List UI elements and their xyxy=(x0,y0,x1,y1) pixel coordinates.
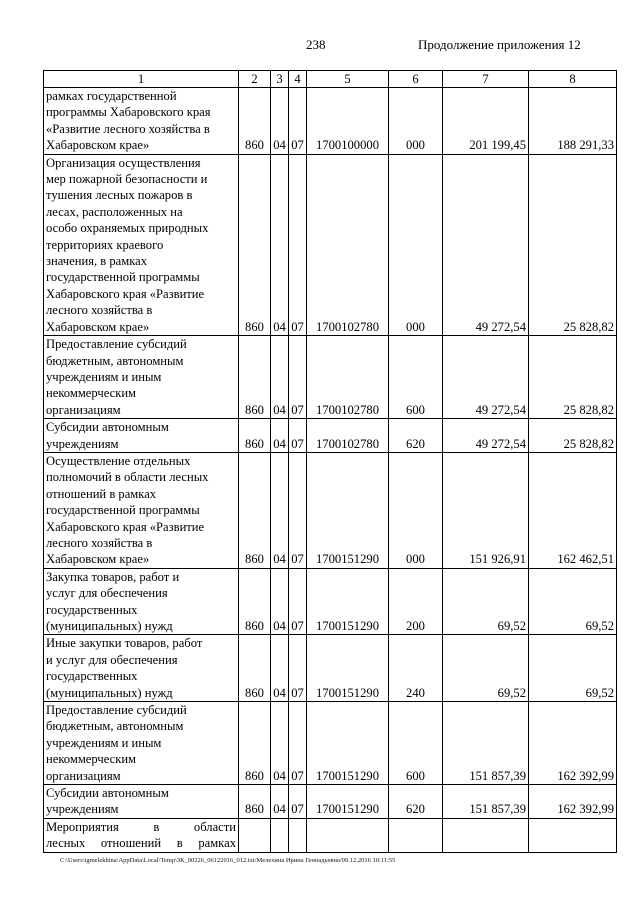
column-header: 2 xyxy=(239,71,271,88)
col-amount-2017 xyxy=(443,818,529,852)
col-section: 04 xyxy=(271,88,289,155)
col-amount-2018: 69,52 xyxy=(529,568,617,635)
table-row xyxy=(44,419,617,453)
column-header: 8 xyxy=(529,71,617,88)
col-subsection: 07 xyxy=(289,635,307,702)
col-amount-2017: 69,52 xyxy=(443,568,529,635)
col-amount-2018: 162 392,99 xyxy=(529,702,617,785)
col-subsection: 07 xyxy=(289,419,307,453)
col-target-article xyxy=(307,818,389,852)
col-expense-type: 620 xyxy=(389,785,443,819)
col-subsection: 07 xyxy=(289,154,307,335)
table-body xyxy=(44,71,617,853)
col-amount-2018: 188 291,33 xyxy=(529,88,617,155)
table-row xyxy=(44,702,617,785)
table-row xyxy=(44,785,617,819)
budget-table xyxy=(43,70,617,853)
col-amount-2017: 49 272,54 xyxy=(443,336,529,419)
col-amount-2018: 25 828,82 xyxy=(529,336,617,419)
col-glava: 860 xyxy=(239,419,271,453)
col-section xyxy=(271,818,289,852)
col-target-article: 1700100000 xyxy=(307,88,389,155)
col-section: 04 xyxy=(271,785,289,819)
col-subsection: 07 xyxy=(289,452,307,568)
row-description: рамках государственной программы Хабаровского края «Развитие лесного хозяйства в Хабаровском крае» xyxy=(44,88,239,155)
row-description: Иные закупки товаров, работ и услуг для обеспечения государственных (муниципальных) нужд xyxy=(44,635,239,702)
table-row xyxy=(44,568,617,635)
col-glava: 860 xyxy=(239,702,271,785)
col-expense-type: 600 xyxy=(389,336,443,419)
col-expense-type: 000 xyxy=(389,88,443,155)
table-row xyxy=(44,336,617,419)
column-header: 7 xyxy=(443,71,529,88)
col-section: 04 xyxy=(271,568,289,635)
col-amount-2017: 201 199,45 xyxy=(443,88,529,155)
row-description: Закупка товаров, работ и услуг для обеспечения государственных (муниципальных) нужд xyxy=(44,568,239,635)
column-header: 3 xyxy=(271,71,289,88)
table-row xyxy=(44,154,617,335)
column-header: 4 xyxy=(289,71,307,88)
col-section: 04 xyxy=(271,419,289,453)
footer-file-path: C:\Users\igmelekhina\AppData\Local\Temp\ЗК_00226_06122016_012.txt/Мелехина Ирина Геннадьевна/09.12.2016 10:11:55 xyxy=(60,857,396,864)
col-amount-2018: 162 462,51 xyxy=(529,452,617,568)
col-amount-2018 xyxy=(529,818,617,852)
col-amount-2018: 25 828,82 xyxy=(529,154,617,335)
col-target-article: 1700102780 xyxy=(307,154,389,335)
col-amount-2017: 69,52 xyxy=(443,635,529,702)
col-subsection: 07 xyxy=(289,785,307,819)
col-glava xyxy=(239,818,271,852)
col-expense-type xyxy=(389,818,443,852)
col-glava: 860 xyxy=(239,336,271,419)
col-expense-type: 600 xyxy=(389,702,443,785)
column-header: 1 xyxy=(44,71,239,88)
col-glava: 860 xyxy=(239,154,271,335)
col-subsection: 07 xyxy=(289,88,307,155)
col-section: 04 xyxy=(271,702,289,785)
table-row xyxy=(44,818,617,852)
row-description: Организация осуществления мер пожарной безопасности и тушения лесных пожаров в лесах, расположенных на особо охраняемых природных территориях краевого значения, в рамках государственной программы Хабаровского края «Развитие лесного хозяйства в Хабаровском крае» xyxy=(44,154,239,335)
col-amount-2017: 151 857,39 xyxy=(443,702,529,785)
row-description: Мероприятия в области лесных отношений в рамках xyxy=(44,818,239,852)
col-glava: 860 xyxy=(239,785,271,819)
column-header: 6 xyxy=(389,71,443,88)
col-glava: 860 xyxy=(239,568,271,635)
col-subsection: 07 xyxy=(289,568,307,635)
col-glava: 860 xyxy=(239,635,271,702)
col-amount-2018: 25 828,82 xyxy=(529,419,617,453)
row-description: Субсидии автономным учреждениям xyxy=(44,419,239,453)
row-description: Предоставление субсидий бюджетным, автономным учреждениям и иным некоммерческим организациям xyxy=(44,336,239,419)
page-number: 238 xyxy=(306,37,326,52)
row-description: Предоставление субсидий бюджетным, автономным учреждениям и иным некоммерческим организациям xyxy=(44,702,239,785)
col-expense-type: 000 xyxy=(389,452,443,568)
col-target-article: 1700151290 xyxy=(307,568,389,635)
col-target-article: 1700151290 xyxy=(307,785,389,819)
col-target-article: 1700102780 xyxy=(307,419,389,453)
col-section: 04 xyxy=(271,452,289,568)
col-expense-type: 000 xyxy=(389,154,443,335)
table-header-row xyxy=(44,71,617,88)
col-amount-2018: 162 392,99 xyxy=(529,785,617,819)
col-amount-2017: 49 272,54 xyxy=(443,154,529,335)
col-expense-type: 240 xyxy=(389,635,443,702)
col-target-article: 1700151290 xyxy=(307,635,389,702)
continuation-note: Продолжение приложения 12 xyxy=(418,37,581,52)
table-row xyxy=(44,452,617,568)
table-row xyxy=(44,635,617,702)
col-expense-type: 620 xyxy=(389,419,443,453)
col-target-article: 1700102780 xyxy=(307,336,389,419)
col-target-article: 1700151290 xyxy=(307,452,389,568)
col-section: 04 xyxy=(271,336,289,419)
row-description: Субсидии автономным учреждениям xyxy=(44,785,239,819)
col-section: 04 xyxy=(271,635,289,702)
row-description: Осуществление отдельных полномочий в области лесных отношений в рамках государственной программы Хабаровского края «Развитие лесного хозяйства в Хабаровском крае» xyxy=(44,452,239,568)
col-target-article: 1700151290 xyxy=(307,702,389,785)
col-amount-2017: 151 926,91 xyxy=(443,452,529,568)
column-header: 5 xyxy=(307,71,389,88)
col-glava: 860 xyxy=(239,452,271,568)
col-section: 04 xyxy=(271,154,289,335)
col-amount-2017: 49 272,54 xyxy=(443,419,529,453)
col-amount-2018: 69,52 xyxy=(529,635,617,702)
col-subsection xyxy=(289,818,307,852)
table-row xyxy=(44,88,617,155)
col-expense-type: 200 xyxy=(389,568,443,635)
col-subsection: 07 xyxy=(289,336,307,419)
col-amount-2017: 151 857,39 xyxy=(443,785,529,819)
col-glava: 860 xyxy=(239,88,271,155)
col-subsection: 07 xyxy=(289,702,307,785)
